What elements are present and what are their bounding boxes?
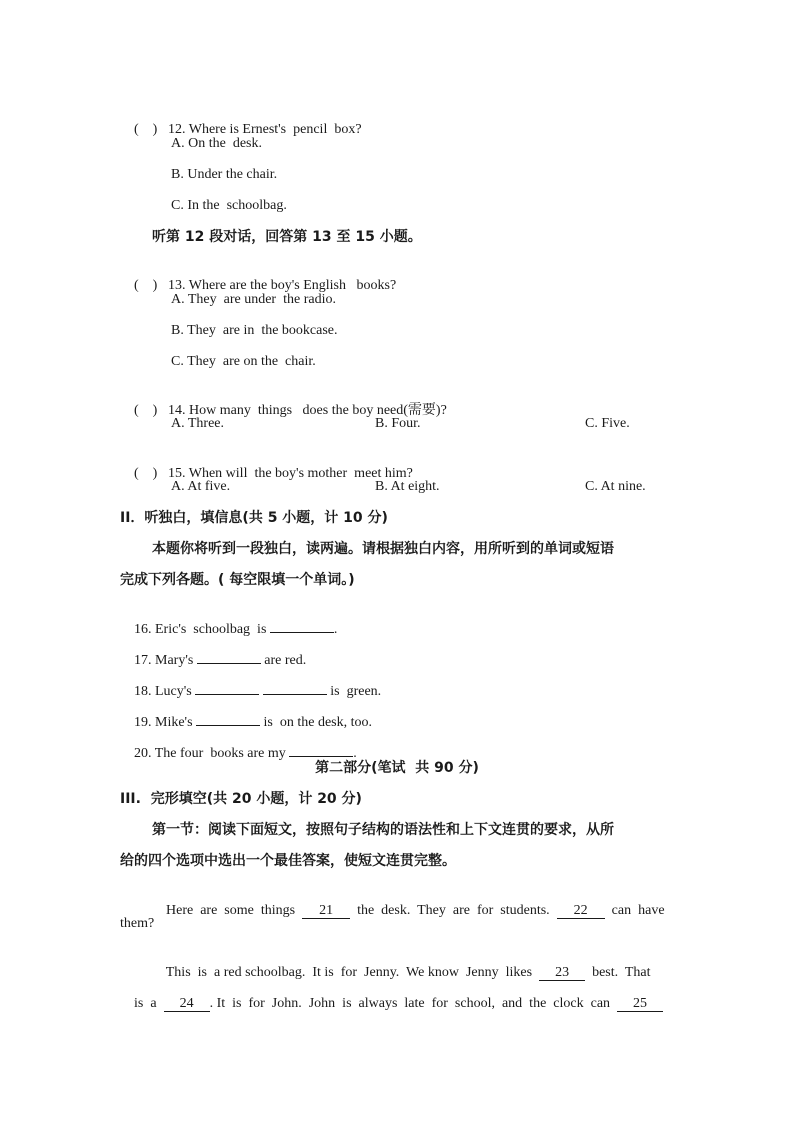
fill-blank-18b[interactable] — [263, 694, 327, 695]
option-12-c: C. In the schoolbag. — [171, 198, 287, 213]
answer-paren-13[interactable]: ( ) — [134, 278, 158, 293]
fill-item-18: 18. Lucy's is green. — [134, 684, 382, 699]
fill-blank-20[interactable] — [289, 756, 353, 757]
section-3-heading: III. 完形填空(共 20 小题，计 20 分) — [120, 791, 362, 807]
section-2-instruction-line1: 本题你将听到一段独白，读两遍。请根据独白内容，用所听到的单词或短语 — [152, 541, 614, 557]
option-14-c: C. Five. — [585, 416, 630, 431]
passage-line-3: This is a red schoolbag. It is for Jenny. We know Jenny likes 23 best. That — [165, 965, 651, 980]
question-14-stem: 14. How many things does the boy need(需要)? — [168, 403, 447, 418]
question-15-stem: 15. When will the boy's mother meet him? — [168, 466, 413, 481]
option-13-b: B. They are in the bookcase. — [171, 323, 338, 338]
answer-paren-15[interactable]: ( ) — [134, 466, 158, 481]
passage-line-1: Here are some things 21 the desk. They are for students. 22 can have — [166, 903, 665, 918]
fill-blank-17[interactable] — [197, 663, 261, 664]
option-12-a: A. On the desk. — [171, 136, 262, 151]
option-13-a: A. They are under the radio. — [171, 292, 336, 307]
fill-blank-16[interactable] — [270, 632, 334, 633]
question-13-stem: 13. Where are the boy's English books? — [168, 278, 397, 293]
cloze-blank-23[interactable]: 23 — [539, 965, 585, 981]
fill-item-16: 16. Eric's schoolbag is . — [134, 622, 338, 637]
answer-paren-14[interactable]: ( ) — [134, 403, 158, 418]
listen-12-instruction: 听第 12 段对话，回答第 13 至 15 小题。 — [152, 229, 422, 245]
section-2-heading: II．听独白，填信息(共 5 小题，计 10 分) — [120, 510, 388, 526]
part-2-title: 第二部分(笔试 共 90 分) — [315, 760, 479, 776]
question-12-stem: 12. Where is Ernest's pencil box? — [168, 122, 362, 137]
option-15-b: B. At eight. — [375, 479, 440, 494]
section-2-instruction-line2: 完成下列各题。( 每空限填一个单词。) — [120, 572, 355, 588]
fill-item-17: 17. Mary's are red. — [134, 653, 307, 668]
passage-line-4: is a 24 . It is for John. John is always late for school, and the clock can 25 — [120, 977, 663, 1031]
cloze-blank-25[interactable]: 25 — [617, 996, 663, 1012]
option-15-a: A. At five. — [171, 479, 231, 494]
option-13-c: C. They are on the chair. — [171, 354, 316, 369]
fill-blank-18a[interactable] — [195, 694, 259, 695]
section-3-instruction-line2: 给的四个选项中选出一个最佳答案，使短文连贯完整。 — [120, 853, 456, 869]
fill-blank-19[interactable] — [196, 725, 260, 726]
cloze-blank-22[interactable]: 22 — [557, 903, 605, 919]
answer-paren-12[interactable]: ( ) — [134, 122, 158, 137]
question-15 — [120, 447, 413, 501]
option-14-b: B. Four. — [375, 416, 421, 431]
fill-item-19: 19. Mike's is on the desk, too. — [134, 715, 373, 730]
cloze-blank-24[interactable]: 24 — [164, 996, 210, 1012]
option-14-a: A. Three. — [171, 416, 224, 431]
section-3-instruction-line1: 第一节：阅读下面短文，按照句子结构的语法性和上下文连贯的要求，从所 — [152, 822, 614, 838]
fill-item-20: 20. The four books are my . — [134, 746, 357, 761]
option-12-b: B. Under the chair. — [171, 167, 278, 182]
option-15-c: C. At nine. — [585, 479, 646, 494]
passage-line-2: them? — [120, 916, 155, 931]
cloze-blank-21[interactable]: 21 — [302, 903, 350, 919]
